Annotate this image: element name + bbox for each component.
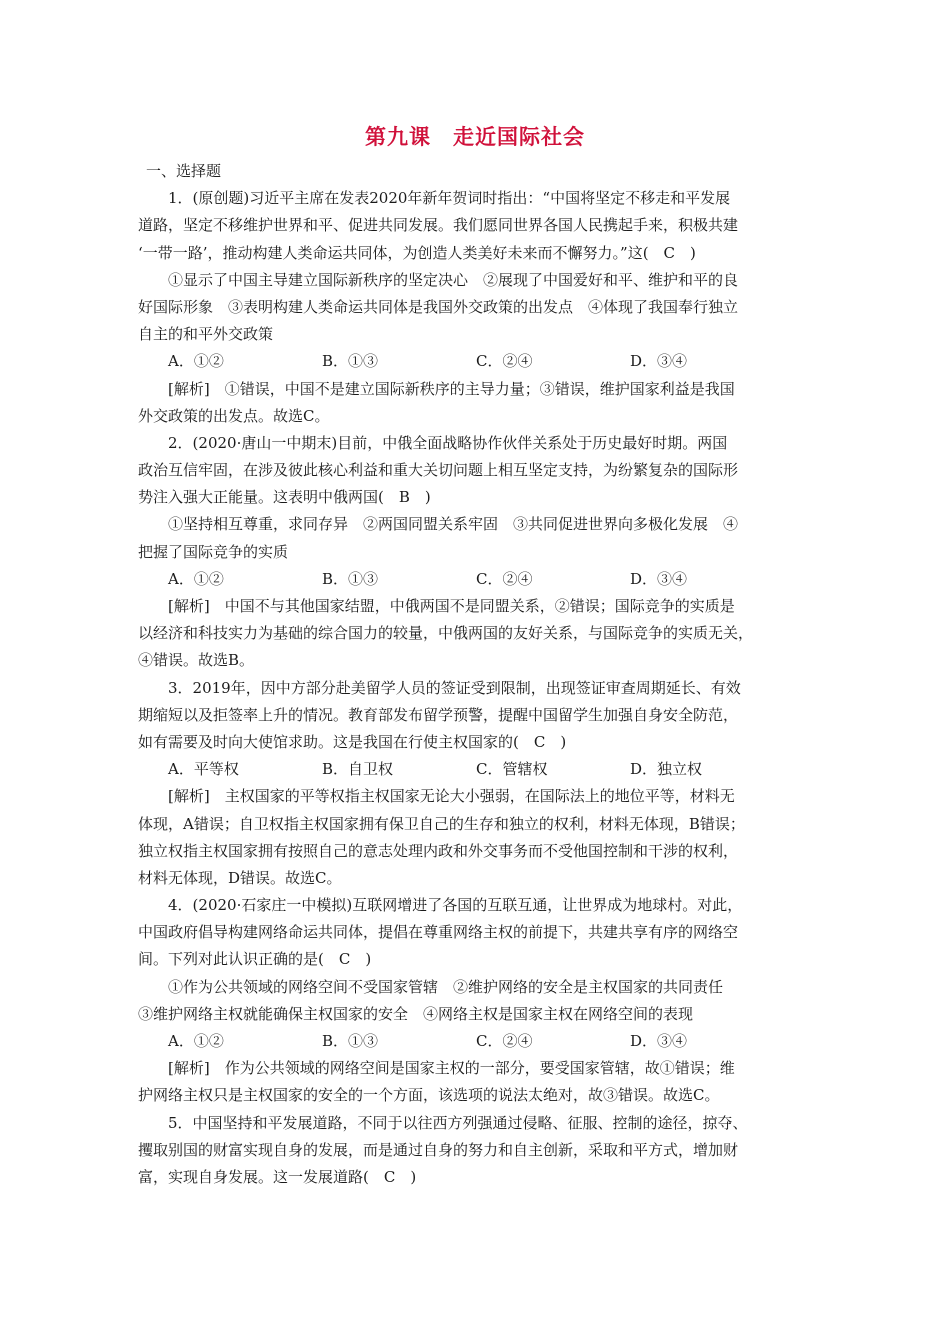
question-block (138, 892, 828, 1110)
question-stem-line: 间。下列对此认识正确的是( C ) (138, 950, 372, 969)
answer-option: A．平等权 (168, 760, 239, 779)
analysis-line: 独立权指主权国家拥有按照自己的意志处理内政和外交事务而不受他国控制和干涉的权利， (138, 841, 739, 860)
answer-option: D．③④ (630, 569, 688, 588)
question-stem-line: 3．2019年，因中方部分赴美留学人员的签证受到限制，出现签证审查周期延长、有效 (168, 678, 741, 697)
answer-option: B．自卫权 (322, 760, 394, 779)
analysis-line: 体现，A错误；自卫权指主权国家拥有保卫自己的生存和独立的权利，材料无体现，B错误； (138, 814, 745, 833)
statement-line: ①坚持相互尊重，求同存异 ②两国同盟关系牢固 ③共同促进世界向多极化发展 ④ (168, 515, 739, 534)
question-stem-line: 势注入强大正能量。这表明中俄两国( B ) (138, 488, 431, 507)
question-stem-line: 富，实现自身发展。这一发展道路( C ) (138, 1167, 417, 1186)
question-block (138, 185, 828, 430)
question-stem-line: 期缩短以及拒签率上升的情况。教育部发布留学预警，提醒中国留学生加强自身安全防范， (138, 705, 739, 724)
answer-option: A．①② (168, 352, 224, 371)
option-row (138, 756, 828, 783)
analysis-line: [解析] 中国不与其他国家结盟，中俄两国不是同盟关系，②错误；国际竞争的实质是 (168, 597, 735, 615)
question-stem-line: 1．(原创题)习近平主席在发表2020年新年贺词时指出：“中国将坚定不移走和平发展 (168, 189, 731, 208)
analysis-line: [解析] 主权国家的平等权指主权国家无论大小强弱，在国际法上的地位平等，材料无 (168, 787, 735, 806)
analysis-line: [解析] 作为公共领域的网络空间是国家主权的一部分，要受国家管辖，故①错误；维 (168, 1059, 735, 1078)
option-row (138, 1028, 828, 1055)
statement-line: ①显示了中国主导建立国际新秩序的坚定决心 ②展现了中国爱好和平、维护和平的良 (168, 270, 739, 289)
statement-line: 自主的和平外交政策 (138, 325, 274, 344)
answer-option: C．②④ (476, 569, 533, 588)
analysis-line: 材料无体现，D错误。故选C。 (138, 868, 342, 887)
question-stem-line: ‘一带一路’，推动构建人类命运共同体，为创造人类美好未来而不懈努力。”这( C ) (138, 243, 696, 262)
answer-option: D．③④ (630, 352, 688, 371)
page-title: 第九课 走近国际社会 (365, 125, 585, 149)
analysis-line: ④错误。故选B。 (138, 651, 255, 670)
statement-line: ③维护网络主权就能确保主权国家的安全 ④网络主权是国家主权在网络空间的表现 (138, 1004, 694, 1023)
option-row (138, 566, 828, 593)
statement-line: 好国际形象 ③表明构建人类命运共同体是我国外交政策的出发点 ④体现了我国奉行独立 (138, 297, 739, 316)
answer-option: C．②④ (476, 1032, 533, 1050)
option-row (138, 348, 828, 375)
answer-option: C．管辖权 (476, 760, 548, 779)
question-stem-line: 攫取别国的财富实现自身的发展，而是通过自身的努力和自主创新，采取和平方式，增加财 (138, 1140, 739, 1159)
answer-option: A．①② (168, 1032, 224, 1050)
question-list (138, 158, 828, 1191)
answer-option: B．①③ (322, 352, 379, 371)
question-block (138, 675, 828, 893)
answer-option: D．独立权 (630, 760, 703, 779)
statement-line: ①作为公共领域的网络空间不受国家管辖 ②维护网络的安全是主权国家的共同责任 (168, 977, 724, 996)
answer-option: C．②④ (476, 352, 533, 371)
analysis-line: 以经济和科技实力为基础的综合国力的较量，中俄两国的友好关系，与国际竞争的实质无关， (138, 624, 754, 643)
question-stem-line: 中国政府倡导构建网络命运共同体，提倡在尊重网络主权的前提下，共建共享有序的网络空 (138, 923, 739, 942)
answer-option: B．①③ (322, 569, 379, 588)
statement-line: 把握了国际竞争的实质 (138, 542, 289, 561)
analysis-line: 护网络主权只是主权国家的安全的一个方面，该选项的说法太绝对，故③错误。故选C。 (138, 1086, 720, 1105)
answer-option: B．①③ (322, 1032, 379, 1050)
answer-option: D．③④ (630, 1032, 688, 1050)
question-block (138, 1110, 828, 1192)
analysis-line: [解析] ①错误，中国不是建立国际新秩序的主导力量；③错误，维护国家利益是我国 (168, 379, 735, 398)
question-block (138, 430, 828, 675)
question-stem-line: 道路，坚定不移维护世界和平、促进共同发展。我们愿同世界各国人民携起手来，积极共建 (138, 216, 739, 235)
question-stem-line: 2．(2020·唐山一中期末)目前，中俄全面战略协作伙伴关系处于历史最好时期。两国 (168, 433, 728, 452)
section-heading: 一、选择题 (146, 162, 222, 180)
question-stem-line: 4．(2020·石家庄一中模拟)互联网增进了各国的互联互通，让世界成为地球村。对此， (168, 896, 743, 915)
question-stem-line: 如有需要及时向大使馆求助。这是我国在行使主权国家的( C ) (138, 732, 567, 751)
question-stem-line: 5．中国坚持和平发展道路，不同于以往西方列强通过侵略、征服、控制的途径，掠夺、 (168, 1113, 748, 1132)
answer-option: A．①② (168, 569, 224, 588)
question-stem-line: 政治互信牢固，在涉及彼此核心利益和重大关切问题上相互坚定支持，为纷繁复杂的国际形 (138, 461, 739, 480)
analysis-line: 外交政策的出发点。故选C。 (138, 406, 330, 425)
